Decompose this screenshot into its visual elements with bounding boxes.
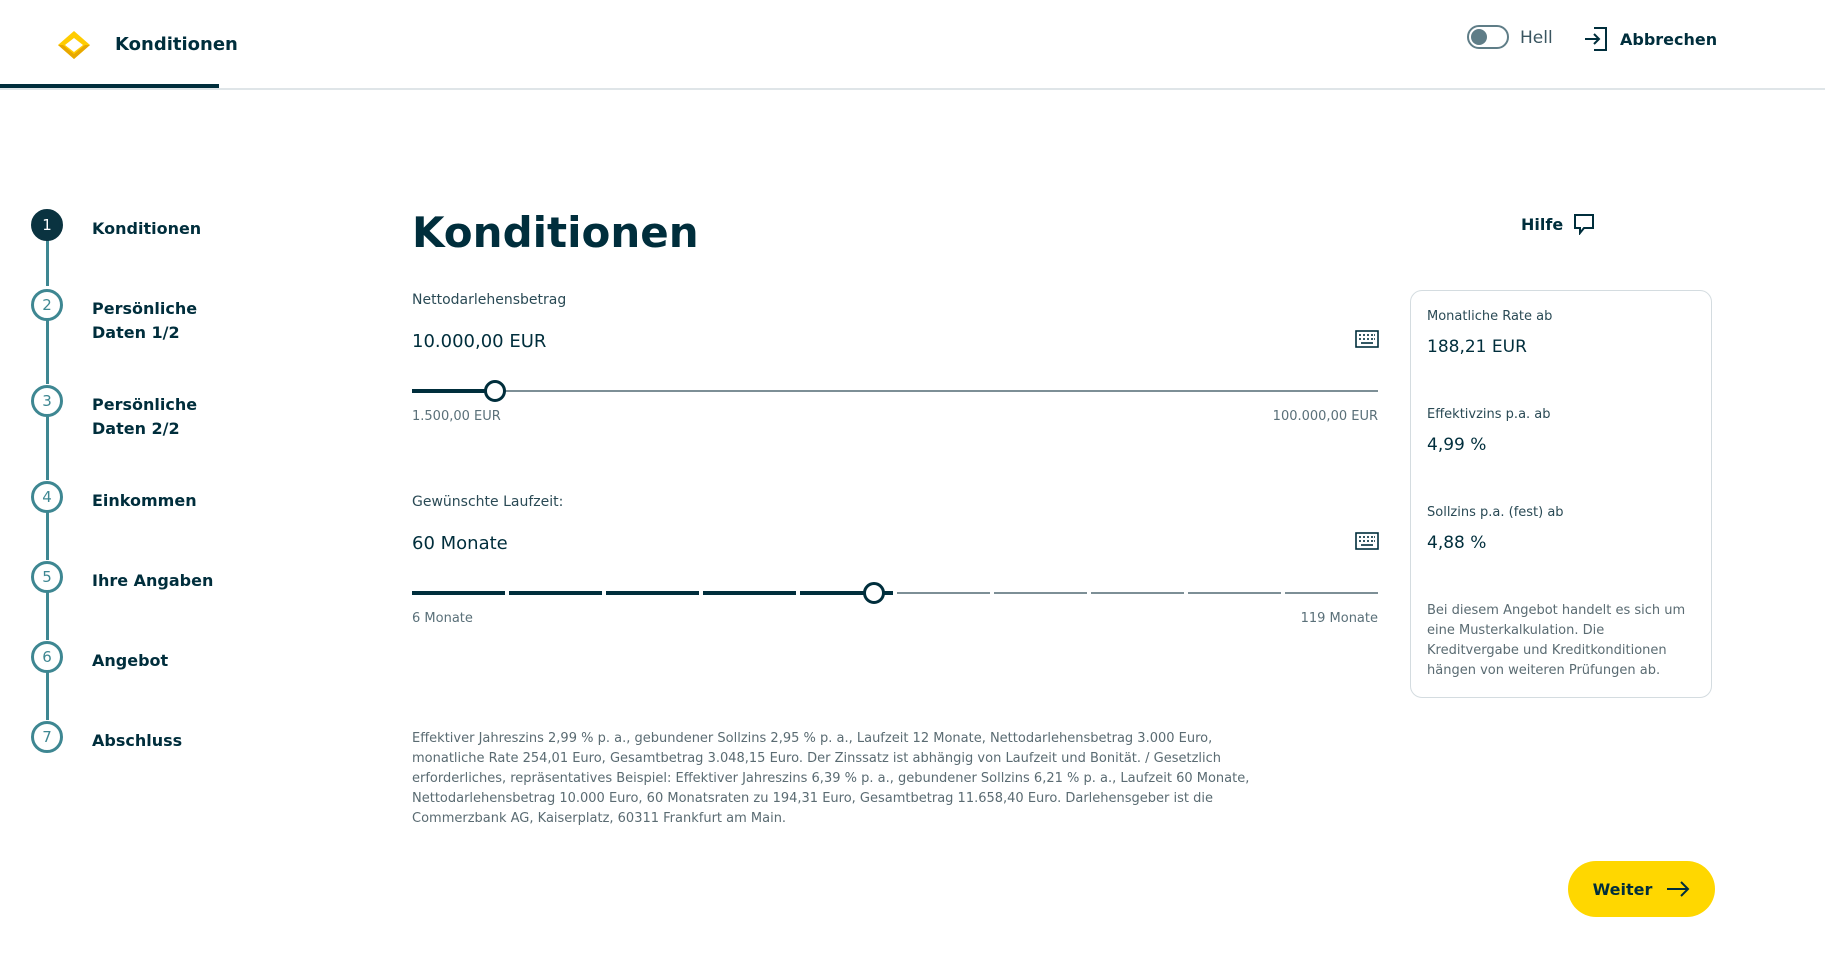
duration-max: 119 Monate — [1300, 611, 1378, 626]
chat-bubble-icon — [1573, 213, 1595, 235]
step-1-number: 1 — [31, 209, 63, 241]
step-1-label[interactable]: Konditionen — [92, 219, 202, 238]
slider-segment — [703, 591, 796, 595]
step-7-label: Abschluss — [92, 731, 183, 750]
page-title: Konditionen — [412, 208, 699, 257]
loan-amount-min: 1.500,00 EUR — [412, 409, 501, 424]
step-6-number: 6 — [31, 641, 63, 673]
offer-summary-card — [1410, 290, 1712, 698]
next-label: Weiter — [1592, 879, 1653, 899]
slider-segment — [994, 592, 1087, 594]
step-connector — [46, 240, 49, 286]
theme-label: Hell — [1520, 28, 1553, 48]
slider-segment — [509, 591, 602, 595]
step-connector — [46, 416, 49, 480]
slider-thumb[interactable] — [863, 582, 885, 604]
step-5-number: 5 — [31, 561, 63, 593]
step-7-number: 7 — [31, 721, 63, 753]
keyboard-icon[interactable] — [1355, 532, 1379, 550]
commerzbank-logo-icon[interactable] — [57, 30, 91, 60]
slider-thumb[interactable] — [484, 380, 506, 402]
slider-track — [412, 390, 1378, 392]
nominal-rate-value: 4,88 % — [1427, 533, 1487, 553]
step-3-label: Persönliche Daten 2/2 — [92, 395, 198, 438]
effective-rate-label: Effektivzins p.a. ab — [1427, 407, 1551, 422]
duration-min: 6 Monate — [412, 611, 473, 626]
step-connector — [46, 592, 49, 640]
duration-value[interactable]: 60 Monate — [412, 533, 508, 554]
help-button[interactable] — [1521, 213, 1595, 235]
nominal-rate-label: Sollzins p.a. (fest) ab — [1427, 505, 1564, 520]
slider-segment — [897, 592, 990, 594]
cancel-label: Abbrechen — [1620, 29, 1718, 49]
step-4-number: 4 — [31, 481, 63, 513]
arrow-right-icon — [1666, 881, 1690, 897]
step-4-label: Einkommen — [92, 491, 197, 510]
slider-segment — [1188, 592, 1281, 594]
step-6-label: Angebot — [92, 651, 169, 670]
theme-toggle-knob — [1471, 29, 1487, 45]
step-connector — [46, 512, 49, 560]
slider-segment — [606, 591, 699, 595]
help-label: Hilfe — [1521, 214, 1564, 234]
next-button[interactable] — [1568, 861, 1715, 917]
summary-note: Bei diesem Angebot handelt es sich um eine Musterkalkulation. Die Kreditvergabe und Kreditkonditionen hängen von weiteren Prüfungen ab. — [1427, 603, 1686, 678]
slider-segment — [412, 591, 505, 595]
step-connector — [46, 672, 49, 720]
step-2-label: Persönliche Daten 1/2 — [92, 299, 198, 342]
duration-label: Gewünschte Laufzeit: — [412, 494, 564, 510]
slider-segment — [1091, 592, 1184, 594]
slider-segment — [1285, 592, 1378, 594]
header-title: Konditionen — [115, 34, 238, 55]
duration-slider[interactable] — [412, 582, 1378, 604]
cancel-button[interactable] — [1584, 26, 1717, 52]
effective-rate-value: 4,99 % — [1427, 435, 1487, 455]
loan-amount-max: 100.000,00 EUR — [1272, 409, 1378, 424]
loan-amount-slider[interactable] — [412, 380, 1378, 402]
step-connector — [46, 320, 49, 384]
keyboard-icon[interactable] — [1355, 330, 1379, 348]
app-header — [0, 0, 1825, 90]
loan-amount-value[interactable]: 10.000,00 EUR — [412, 331, 547, 352]
monthly-rate-value: 188,21 EUR — [1427, 337, 1527, 357]
step-2-number: 2 — [31, 289, 63, 321]
legal-disclaimer: Effektiver Jahreszins 2,99 % p. a., gebundener Sollzins 2,95 % p. a., Laufzeit 12 Monate, Nettodarlehensbetrag 3.000 Euro, monatliche Rate 254,01 Euro, Gesamtbetrag 3.048,15 Euro. Der Zinssatz ist abhängig von Laufzeit und Bonität. / Gesetzlich erforderliches, repräsentatives Beispiel: Effektiver Jahreszins 6,39 % p. a., gebundener Sollzins 6,21 % p. a., Laufzeit 60 Monate, Nettodarlehensbetrag 10.000 Euro, 60 Monatsraten zu 194,31 Euro, Gesamtbetrag 11.658,40 Euro. Darlehensgeber ist die Commerzbank AG, Kaiserplatz, 60311 Frankfurt am Main. — [412, 731, 1250, 826]
theme-toggle[interactable] — [1467, 25, 1509, 49]
step-5-label: Ihre Angaben — [92, 571, 214, 590]
step-3-number: 3 — [31, 385, 63, 417]
exit-icon — [1584, 26, 1608, 52]
slider-fill — [412, 389, 495, 393]
monthly-rate-label: Monatliche Rate ab — [1427, 309, 1553, 324]
loan-amount-label: Nettodarlehensbetrag — [412, 292, 567, 308]
active-tab-indicator — [0, 84, 219, 88]
